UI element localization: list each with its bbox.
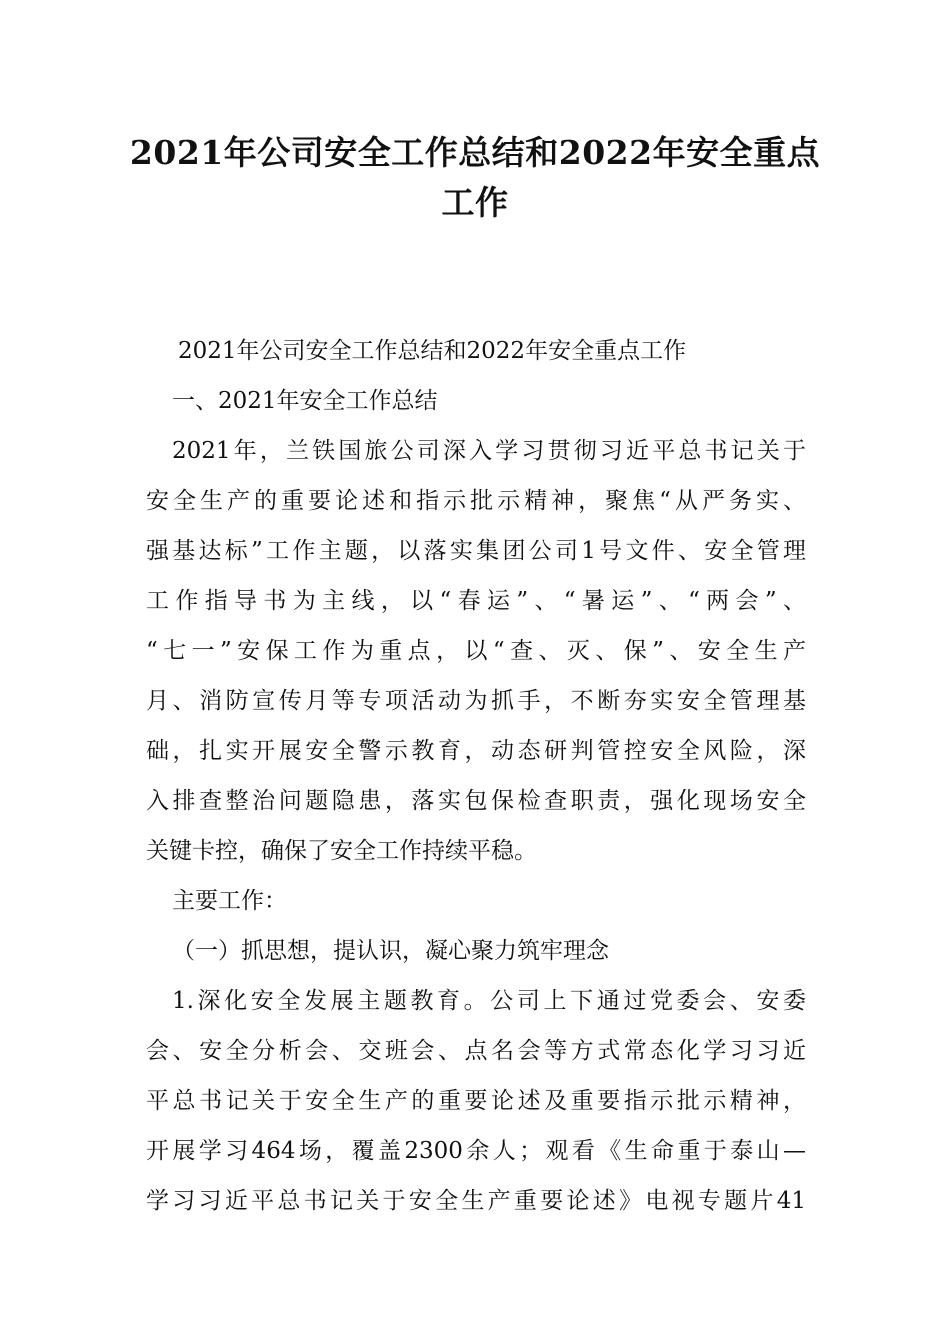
paragraph-line: 强基达标”工作主题，以落实集团公司1号文件、安全管理 (146, 538, 806, 564)
sub-heading: （一）抓思想，提认识，凝心聚力筑牢理念 (172, 938, 609, 964)
paragraph-line: 1.深化安全发展主题教育。公司上下通过党委会、安委 (172, 988, 806, 1014)
paragraph-line: 开展学习464场，覆盖2300余人；观看《生命重于泰山— (146, 1138, 806, 1164)
paragraph-line: 础，扎实开展安全警示教育，动态研判管控安全风险，深 (146, 738, 806, 764)
paragraph-line: 2021年，兰铁国旅公司深入学习贯彻习近平总书记关于 (172, 438, 806, 464)
section-heading: 一、2021年安全工作总结 (172, 388, 438, 414)
main-work-label: 主要工作： (172, 888, 287, 914)
paragraph-line: 会、安全分析会、交班会、点名会等方式常态化学习习近 (146, 1038, 806, 1064)
paragraph-line: 入排查整治问题隐患，落实包保检查职责，强化现场安全 (146, 788, 806, 814)
paragraph-line: 工作指导书为主线，以“春运”、“暑运”、“两会”、 (146, 588, 806, 614)
document-subtitle: 2021年公司安全工作总结和2022年安全重点工作 (178, 338, 687, 364)
paragraph-line: 学习习近平总书记关于安全生产重要论述》电视专题片41 (146, 1188, 806, 1214)
document-title: 2021年公司安全工作总结和2022年安全重点工作 (129, 133, 821, 222)
paragraph-line: 关键卡控，确保了安全工作持续平稳。 (146, 838, 537, 864)
paragraph-line: “七一”安保工作为重点，以“查、灭、保”、安全生产 (146, 638, 806, 664)
paragraph-line: 月、消防宣传月等专项活动为抓手，不断夯实安全管理基 (146, 688, 806, 714)
paragraph-line: 安全生产的重要论述和指示批示精神，聚焦“从严务实、 (146, 488, 806, 514)
paragraph-line: 平总书记关于安全生产的重要论述及重要指示批示精神， (146, 1088, 806, 1114)
